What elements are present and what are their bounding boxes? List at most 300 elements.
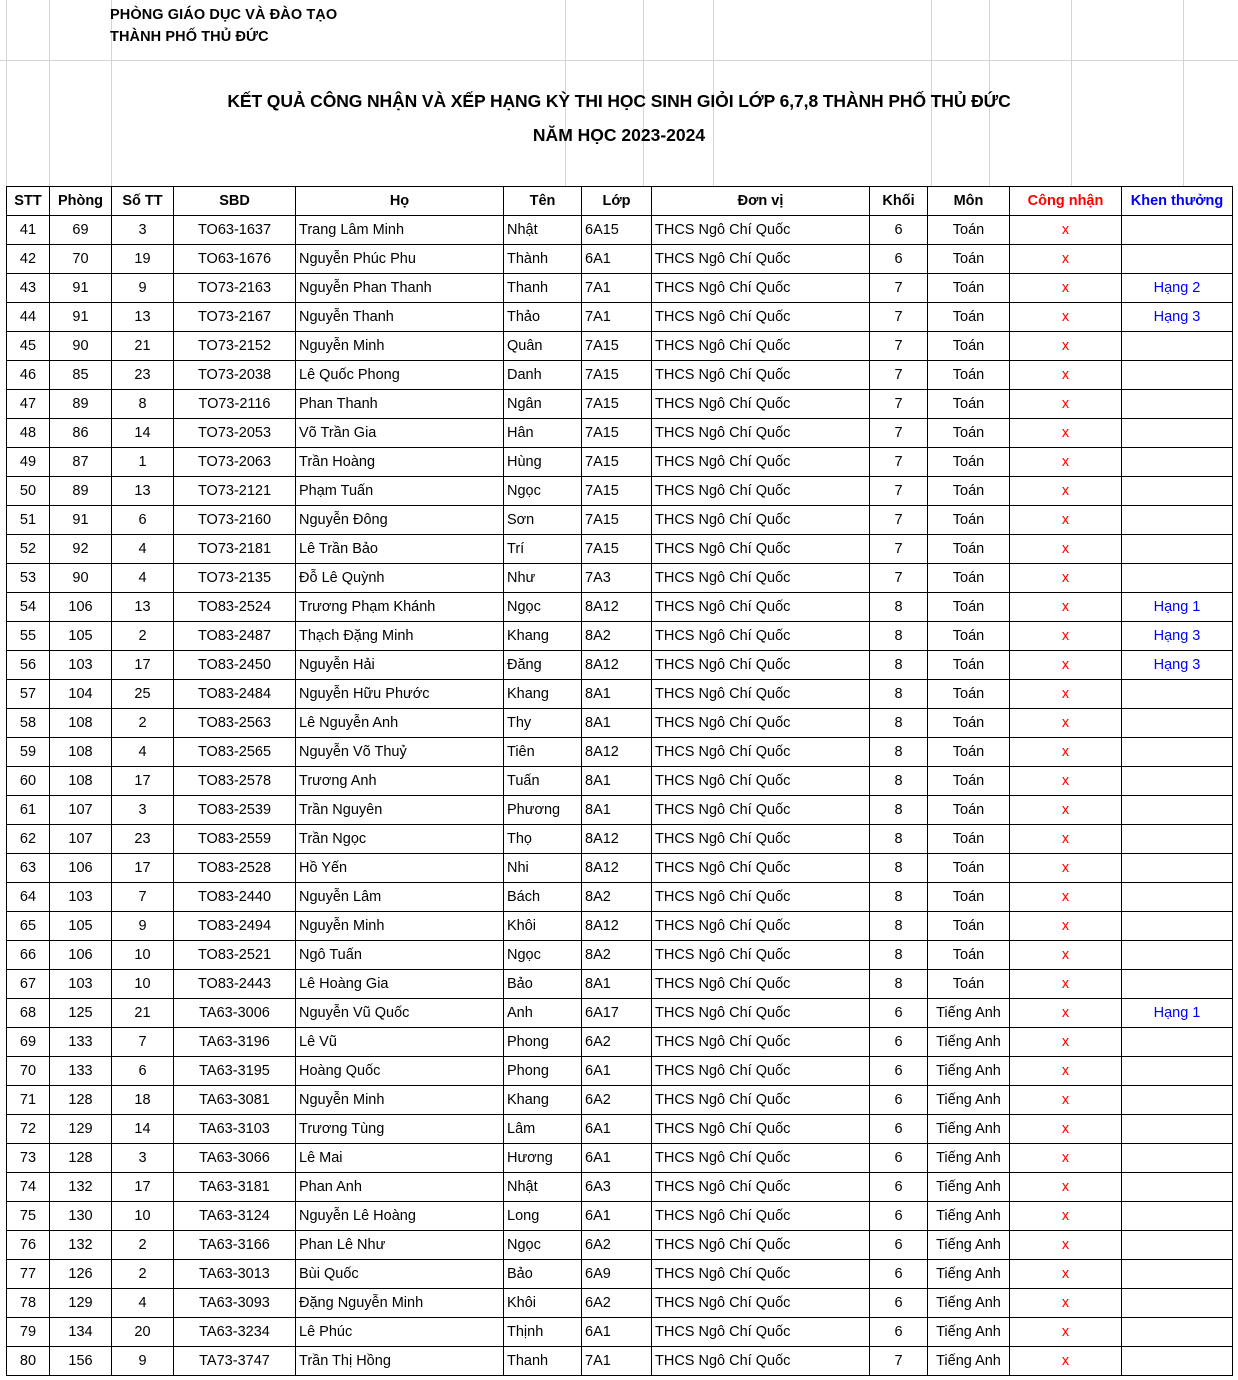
cell-phong: 126 <box>50 1260 112 1289</box>
cell-don-vi: THCS Ngô Chí Quốc <box>652 883 870 912</box>
cell-phong: 128 <box>50 1144 112 1173</box>
cell-sbd: TO73-2116 <box>174 390 296 419</box>
cell-khoi: 7 <box>870 506 928 535</box>
cell-lop: 7A15 <box>582 332 652 361</box>
cell-cong-nhan: x <box>1010 535 1122 564</box>
cell-so-tt: 23 <box>112 361 174 390</box>
cell-phong: 156 <box>50 1347 112 1376</box>
cell-khen-thuong <box>1122 1289 1233 1318</box>
cell-phong: 103 <box>50 970 112 999</box>
cell-so-tt: 10 <box>112 941 174 970</box>
cell-sbd: TA63-3124 <box>174 1202 296 1231</box>
table-row <box>7 1202 1233 1231</box>
cell-sbd: TA63-3103 <box>174 1115 296 1144</box>
cell-phong: 91 <box>50 506 112 535</box>
cell-ten: Nhật <box>504 216 582 245</box>
cell-cong-nhan: x <box>1010 1318 1122 1347</box>
cell-cong-nhan: x <box>1010 941 1122 970</box>
cell-don-vi: THCS Ngô Chí Quốc <box>652 564 870 593</box>
cell-stt: 49 <box>7 448 50 477</box>
cell-phong: 91 <box>50 303 112 332</box>
cell-lop: 6A1 <box>582 1202 652 1231</box>
cell-ho: Nguyễn Minh <box>296 332 504 361</box>
cell-khen-thuong <box>1122 564 1233 593</box>
cell-lop: 6A2 <box>582 1289 652 1318</box>
cell-khoi: 6 <box>870 1086 928 1115</box>
cell-cong-nhan: x <box>1010 854 1122 883</box>
cell-ten: Khôi <box>504 912 582 941</box>
cell-stt: 57 <box>7 680 50 709</box>
cell-mon: Toán <box>928 564 1010 593</box>
cell-ho: Nguyễn Phan Thanh <box>296 274 504 303</box>
cell-khoi: 6 <box>870 1144 928 1173</box>
cell-ho: Nguyễn Vũ Quốc <box>296 999 504 1028</box>
cell-cong-nhan: x <box>1010 825 1122 854</box>
cell-ho: Trần Nguyên <box>296 796 504 825</box>
cell-cong-nhan: x <box>1010 622 1122 651</box>
cell-don-vi: THCS Ngô Chí Quốc <box>652 390 870 419</box>
cell-lop: 7A1 <box>582 303 652 332</box>
cell-sbd: TO73-2152 <box>174 332 296 361</box>
cell-cong-nhan: x <box>1010 1231 1122 1260</box>
cell-phong: 85 <box>50 361 112 390</box>
cell-stt: 76 <box>7 1231 50 1260</box>
cell-khen-thuong <box>1122 419 1233 448</box>
cell-khen-thuong <box>1122 1173 1233 1202</box>
cell-khen-thuong <box>1122 477 1233 506</box>
cell-khoi: 7 <box>870 361 928 390</box>
table-row <box>7 1057 1233 1086</box>
cell-so-tt: 18 <box>112 1086 174 1115</box>
cell-sbd: TO73-2063 <box>174 448 296 477</box>
cell-mon: Toán <box>928 216 1010 245</box>
cell-sbd: TO83-2563 <box>174 709 296 738</box>
column-header-ho: Họ <box>296 187 504 216</box>
table-row <box>7 216 1233 245</box>
cell-khen-thuong <box>1122 796 1233 825</box>
cell-phong: 130 <box>50 1202 112 1231</box>
table-row <box>7 1260 1233 1289</box>
cell-sbd: TA63-3196 <box>174 1028 296 1057</box>
cell-stt: 51 <box>7 506 50 535</box>
cell-don-vi: THCS Ngô Chí Quốc <box>652 303 870 332</box>
cell-so-tt: 17 <box>112 854 174 883</box>
cell-khoi: 6 <box>870 1028 928 1057</box>
cell-mon: Toán <box>928 941 1010 970</box>
cell-mon: Tiếng Anh <box>928 1289 1010 1318</box>
cell-lop: 7A15 <box>582 477 652 506</box>
cell-sbd: TA63-3013 <box>174 1260 296 1289</box>
table-row <box>7 477 1233 506</box>
cell-khoi: 6 <box>870 1318 928 1347</box>
results-table <box>6 186 1233 1376</box>
cell-lop: 6A1 <box>582 1144 652 1173</box>
table-row <box>7 912 1233 941</box>
table-row <box>7 970 1233 999</box>
table-row <box>7 796 1233 825</box>
table-row <box>7 1115 1233 1144</box>
cell-khen-thuong <box>1122 680 1233 709</box>
table-row <box>7 1173 1233 1202</box>
cell-khoi: 8 <box>870 825 928 854</box>
table-row <box>7 883 1233 912</box>
cell-lop: 8A1 <box>582 680 652 709</box>
cell-sbd: TO83-2494 <box>174 912 296 941</box>
cell-mon: Toán <box>928 303 1010 332</box>
cell-cong-nhan: x <box>1010 796 1122 825</box>
cell-lop: 8A12 <box>582 912 652 941</box>
cell-ten: Thanh <box>504 274 582 303</box>
cell-khoi: 7 <box>870 448 928 477</box>
cell-mon: Tiếng Anh <box>928 999 1010 1028</box>
cell-khoi: 7 <box>870 332 928 361</box>
cell-ten: Lâm <box>504 1115 582 1144</box>
cell-ho: Nguyễn Võ Thuỷ <box>296 738 504 767</box>
cell-lop: 6A1 <box>582 1057 652 1086</box>
cell-ho: Phan Thanh <box>296 390 504 419</box>
cell-khen-thuong <box>1122 216 1233 245</box>
cell-khoi: 7 <box>870 1347 928 1376</box>
cell-don-vi: THCS Ngô Chí Quốc <box>652 274 870 303</box>
cell-stt: 75 <box>7 1202 50 1231</box>
cell-mon: Tiếng Anh <box>928 1347 1010 1376</box>
column-header-khoi: Khối <box>870 187 928 216</box>
cell-so-tt: 4 <box>112 564 174 593</box>
column-header-cong-nhan: Công nhận <box>1010 187 1122 216</box>
cell-don-vi: THCS Ngô Chí Quốc <box>652 593 870 622</box>
cell-stt: 69 <box>7 1028 50 1057</box>
cell-ho: Phạm Tuấn <box>296 477 504 506</box>
cell-phong: 106 <box>50 593 112 622</box>
table-row <box>7 999 1233 1028</box>
table-row <box>7 535 1233 564</box>
cell-stt: 77 <box>7 1260 50 1289</box>
table-row <box>7 825 1233 854</box>
table-row <box>7 1086 1233 1115</box>
cell-stt: 56 <box>7 651 50 680</box>
cell-sbd: TO83-2578 <box>174 767 296 796</box>
cell-khen-thuong <box>1122 361 1233 390</box>
cell-stt: 74 <box>7 1173 50 1202</box>
cell-so-tt: 17 <box>112 1173 174 1202</box>
cell-ten: Ngọc <box>504 1231 582 1260</box>
cell-so-tt: 9 <box>112 274 174 303</box>
cell-khoi: 8 <box>870 912 928 941</box>
column-header-stt: STT <box>7 187 50 216</box>
cell-phong: 105 <box>50 622 112 651</box>
cell-ten: Quân <box>504 332 582 361</box>
cell-lop: 7A1 <box>582 274 652 303</box>
cell-khen-thuong <box>1122 1202 1233 1231</box>
cell-cong-nhan: x <box>1010 419 1122 448</box>
document-header <box>110 4 337 48</box>
cell-don-vi: THCS Ngô Chí Quốc <box>652 1260 870 1289</box>
cell-sbd: TO83-2443 <box>174 970 296 999</box>
column-header-phong: Phòng <box>50 187 112 216</box>
page-subtitle: NĂM HỌC 2023-2024 <box>532 125 706 145</box>
cell-ho: Hồ Yến <box>296 854 504 883</box>
cell-stt: 78 <box>7 1289 50 1318</box>
cell-so-tt: 3 <box>112 1144 174 1173</box>
cell-khen-thuong <box>1122 854 1233 883</box>
cell-phong: 91 <box>50 274 112 303</box>
cell-lop: 6A2 <box>582 1086 652 1115</box>
cell-ho: Lê Phúc <box>296 1318 504 1347</box>
column-header-ten: Tên <box>504 187 582 216</box>
cell-stt: 67 <box>7 970 50 999</box>
cell-ten: Danh <box>504 361 582 390</box>
table-row <box>7 390 1233 419</box>
cell-stt: 53 <box>7 564 50 593</box>
cell-cong-nhan: x <box>1010 332 1122 361</box>
cell-ten: Tuấn <box>504 767 582 796</box>
cell-phong: 108 <box>50 738 112 767</box>
cell-stt: 68 <box>7 999 50 1028</box>
cell-cong-nhan: x <box>1010 767 1122 796</box>
cell-stt: 66 <box>7 941 50 970</box>
cell-khoi: 8 <box>870 651 928 680</box>
cell-ho: Trang Lâm Minh <box>296 216 504 245</box>
cell-ten: Bảo <box>504 1260 582 1289</box>
cell-cong-nhan: x <box>1010 216 1122 245</box>
cell-don-vi: THCS Ngô Chí Quốc <box>652 912 870 941</box>
cell-lop: 6A1 <box>582 1318 652 1347</box>
column-header-don-vi: Đơn vị <box>652 187 870 216</box>
cell-ten: Phong <box>504 1028 582 1057</box>
cell-mon: Tiếng Anh <box>928 1144 1010 1173</box>
cell-cong-nhan: x <box>1010 680 1122 709</box>
cell-cong-nhan: x <box>1010 1028 1122 1057</box>
cell-ten: Ngọc <box>504 477 582 506</box>
cell-khen-thuong <box>1122 941 1233 970</box>
cell-phong: 92 <box>50 535 112 564</box>
cell-so-tt: 13 <box>112 303 174 332</box>
cell-ho: Đặng Nguyễn Minh <box>296 1289 504 1318</box>
cell-sbd: TA63-3006 <box>174 999 296 1028</box>
cell-ho: Lê Vũ <box>296 1028 504 1057</box>
table-header-row <box>7 187 1233 216</box>
cell-khen-thuong <box>1122 1347 1233 1376</box>
cell-so-tt: 14 <box>112 419 174 448</box>
cell-so-tt: 10 <box>112 1202 174 1231</box>
cell-lop: 7A15 <box>582 448 652 477</box>
cell-so-tt: 6 <box>112 1057 174 1086</box>
cell-sbd: TO73-2167 <box>174 303 296 332</box>
cell-so-tt: 19 <box>112 245 174 274</box>
cell-phong: 89 <box>50 477 112 506</box>
cell-so-tt: 2 <box>112 709 174 738</box>
cell-so-tt: 4 <box>112 535 174 564</box>
cell-don-vi: THCS Ngô Chí Quốc <box>652 245 870 274</box>
cell-mon: Toán <box>928 825 1010 854</box>
cell-lop: 8A1 <box>582 796 652 825</box>
cell-khoi: 8 <box>870 883 928 912</box>
cell-khoi: 7 <box>870 477 928 506</box>
table-body <box>7 216 1233 1376</box>
cell-khoi: 6 <box>870 1202 928 1231</box>
cell-lop: 8A12 <box>582 651 652 680</box>
cell-mon: Toán <box>928 477 1010 506</box>
cell-sbd: TO83-2539 <box>174 796 296 825</box>
cell-ho: Phan Lê Như <box>296 1231 504 1260</box>
cell-cong-nhan: x <box>1010 1260 1122 1289</box>
cell-sbd: TO83-2524 <box>174 593 296 622</box>
cell-don-vi: THCS Ngô Chí Quốc <box>652 1231 870 1260</box>
cell-phong: 103 <box>50 651 112 680</box>
cell-stt: 72 <box>7 1115 50 1144</box>
cell-khoi: 8 <box>870 941 928 970</box>
cell-khoi: 8 <box>870 680 928 709</box>
cell-khen-thuong <box>1122 738 1233 767</box>
cell-don-vi: THCS Ngô Chí Quốc <box>652 1057 870 1086</box>
cell-khoi: 8 <box>870 854 928 883</box>
cell-so-tt: 6 <box>112 506 174 535</box>
table-row <box>7 1347 1233 1376</box>
cell-cong-nhan: x <box>1010 1347 1122 1376</box>
cell-ten: Nhi <box>504 854 582 883</box>
cell-don-vi: THCS Ngô Chí Quốc <box>652 419 870 448</box>
cell-khen-thuong <box>1122 912 1233 941</box>
cell-stt: 55 <box>7 622 50 651</box>
cell-sbd: TO63-1637 <box>174 216 296 245</box>
cell-sbd: TO83-2440 <box>174 883 296 912</box>
cell-so-tt: 9 <box>112 912 174 941</box>
cell-ten: Phương <box>504 796 582 825</box>
cell-cong-nhan: x <box>1010 506 1122 535</box>
cell-cong-nhan: x <box>1010 1173 1122 1202</box>
cell-cong-nhan: x <box>1010 448 1122 477</box>
table-row <box>7 680 1233 709</box>
cell-cong-nhan: x <box>1010 274 1122 303</box>
cell-lop: 6A2 <box>582 1028 652 1057</box>
cell-lop: 7A1 <box>582 1347 652 1376</box>
cell-khen-thuong <box>1122 1318 1233 1347</box>
cell-mon: Tiếng Anh <box>928 1202 1010 1231</box>
cell-so-tt: 2 <box>112 1231 174 1260</box>
cell-phong: 132 <box>50 1173 112 1202</box>
cell-khen-thuong <box>1122 767 1233 796</box>
cell-don-vi: THCS Ngô Chí Quốc <box>652 1144 870 1173</box>
table-row <box>7 245 1233 274</box>
cell-ho: Võ Trần Gia <box>296 419 504 448</box>
cell-sbd: TA63-3234 <box>174 1318 296 1347</box>
cell-phong: 107 <box>50 796 112 825</box>
cell-don-vi: THCS Ngô Chí Quốc <box>652 1028 870 1057</box>
cell-ho: Nguyễn Minh <box>296 912 504 941</box>
cell-phong: 89 <box>50 390 112 419</box>
cell-lop: 8A1 <box>582 970 652 999</box>
cell-ho: Lê Quốc Phong <box>296 361 504 390</box>
cell-ho: Lê Nguyễn Anh <box>296 709 504 738</box>
cell-so-tt: 17 <box>112 767 174 796</box>
cell-stt: 60 <box>7 767 50 796</box>
cell-ho: Nguyễn Hữu Phước <box>296 680 504 709</box>
cell-cong-nhan: x <box>1010 477 1122 506</box>
cell-khen-thuong: Hạng 3 <box>1122 622 1233 651</box>
cell-don-vi: THCS Ngô Chí Quốc <box>652 1173 870 1202</box>
cell-so-tt: 8 <box>112 390 174 419</box>
cell-ho: Lê Hoàng Gia <box>296 970 504 999</box>
cell-lop: 8A12 <box>582 854 652 883</box>
cell-stt: 71 <box>7 1086 50 1115</box>
cell-sbd: TO73-2053 <box>174 419 296 448</box>
cell-khoi: 7 <box>870 535 928 564</box>
cell-lop: 7A15 <box>582 390 652 419</box>
cell-cong-nhan: x <box>1010 1202 1122 1231</box>
cell-ten: Khang <box>504 622 582 651</box>
cell-lop: 6A1 <box>582 245 652 274</box>
cell-don-vi: THCS Ngô Chí Quốc <box>652 1347 870 1376</box>
cell-khen-thuong: Hạng 2 <box>1122 274 1233 303</box>
cell-ten: Thành <box>504 245 582 274</box>
cell-lop: 8A2 <box>582 883 652 912</box>
cell-cong-nhan: x <box>1010 1086 1122 1115</box>
cell-sbd: TO73-2160 <box>174 506 296 535</box>
cell-phong: 133 <box>50 1057 112 1086</box>
table-row <box>7 1289 1233 1318</box>
cell-stt: 45 <box>7 332 50 361</box>
table-row <box>7 361 1233 390</box>
cell-cong-nhan: x <box>1010 303 1122 332</box>
cell-lop: 6A2 <box>582 1231 652 1260</box>
cell-mon: Toán <box>928 448 1010 477</box>
cell-stt: 64 <box>7 883 50 912</box>
cell-ten: Nhật <box>504 1173 582 1202</box>
cell-ten: Thanh <box>504 1347 582 1376</box>
cell-don-vi: THCS Ngô Chí Quốc <box>652 506 870 535</box>
cell-khoi: 8 <box>870 709 928 738</box>
cell-don-vi: THCS Ngô Chí Quốc <box>652 680 870 709</box>
cell-mon: Tiếng Anh <box>928 1057 1010 1086</box>
cell-lop: 6A9 <box>582 1260 652 1289</box>
cell-khoi: 7 <box>870 564 928 593</box>
cell-ho: Trương Phạm Khánh <box>296 593 504 622</box>
table-row <box>7 593 1233 622</box>
cell-sbd: TA73-3747 <box>174 1347 296 1376</box>
cell-so-tt: 3 <box>112 216 174 245</box>
cell-cong-nhan: x <box>1010 1115 1122 1144</box>
cell-lop: 7A15 <box>582 535 652 564</box>
table-row <box>7 506 1233 535</box>
cell-khen-thuong <box>1122 1028 1233 1057</box>
cell-phong: 108 <box>50 767 112 796</box>
table-row <box>7 854 1233 883</box>
cell-phong: 86 <box>50 419 112 448</box>
cell-khoi: 8 <box>870 767 928 796</box>
cell-stt: 65 <box>7 912 50 941</box>
cell-phong: 129 <box>50 1115 112 1144</box>
cell-mon: Toán <box>928 361 1010 390</box>
cell-mon: Tiếng Anh <box>928 1028 1010 1057</box>
cell-so-tt: 4 <box>112 738 174 767</box>
cell-khen-thuong <box>1122 825 1233 854</box>
cell-don-vi: THCS Ngô Chí Quốc <box>652 1115 870 1144</box>
cell-ho: Lê Trần Bảo <box>296 535 504 564</box>
cell-ten: Sơn <box>504 506 582 535</box>
cell-cong-nhan: x <box>1010 1057 1122 1086</box>
cell-sbd: TA63-3066 <box>174 1144 296 1173</box>
cell-cong-nhan: x <box>1010 245 1122 274</box>
column-header-so-tt: Số TT <box>112 187 174 216</box>
cell-mon: Toán <box>928 332 1010 361</box>
cell-khoi: 6 <box>870 1231 928 1260</box>
cell-mon: Tiếng Anh <box>928 1318 1010 1347</box>
column-header-khen-thuong: Khen thưởng <box>1122 187 1233 216</box>
cell-stt: 44 <box>7 303 50 332</box>
cell-don-vi: THCS Ngô Chí Quốc <box>652 477 870 506</box>
cell-ten: Bách <box>504 883 582 912</box>
cell-stt: 54 <box>7 593 50 622</box>
